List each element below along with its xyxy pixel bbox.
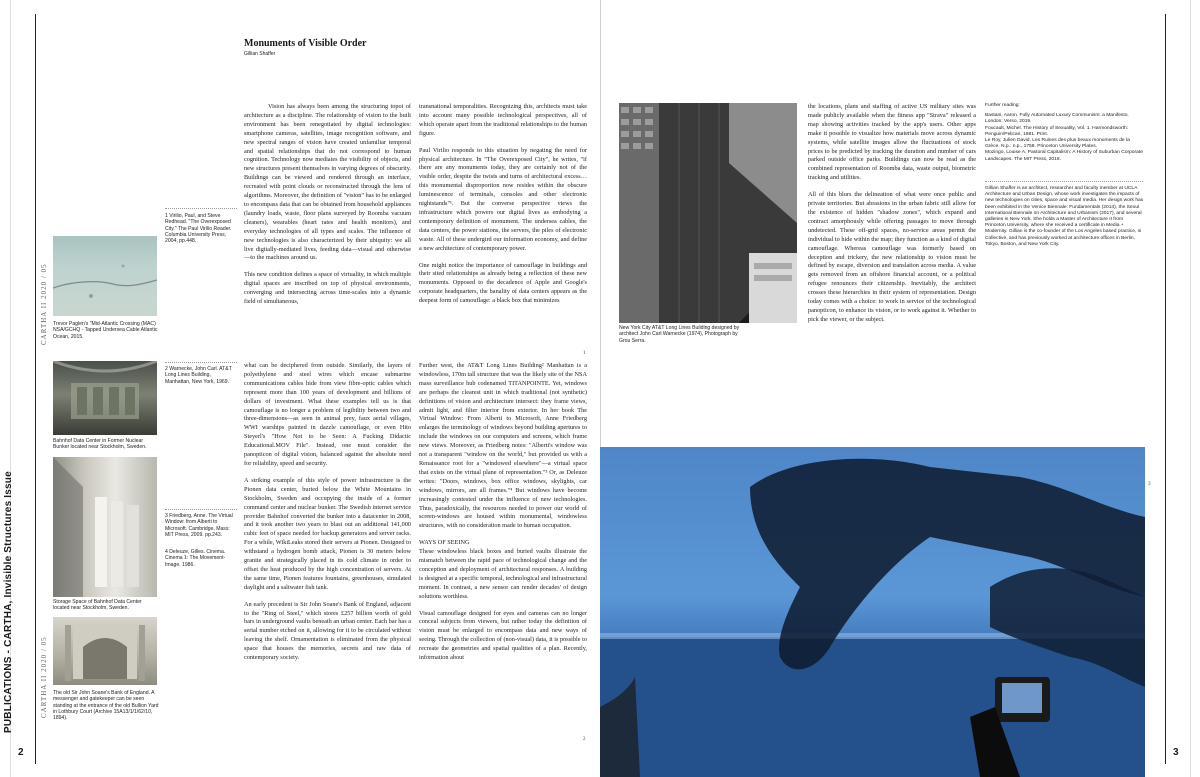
text-column-5 bbox=[808, 103, 976, 333]
text-column-2 bbox=[419, 103, 587, 314]
col5-paragraph-2: All of this blurs the delineation of what were once public and private territories. But abrasions in the urban fabric still allow for the existence of hidden "shadow zones", which expand and contract amorphously while offering passages to move through undetected. These off-grid spaces, no-service areas permit the individual to hide within the map; they function as a kind of digital camouflage. Whereas camouflage was formerly based on deception and trickery, the new relationship to vision must be defined by escape, diversion and translation across media. A value gets removed from an offshore financial account, or a political refugee renounces their citizenship. Inevitably, the architect crosses these hierarchies in their system of representation. Design today comes with a choice: to work in service of the technological panopticon, to enhance its vision, or to work against it. Whether to pick the viewer, or the subject. bbox=[808, 191, 976, 323]
further-reading-item: Mozingo, Louise A. Pastoral Capitalism: A History of Suburban Corporate Landscapes. The MIT Press, 2016. bbox=[985, 150, 1143, 162]
article-author: Gillian Shaffer bbox=[244, 51, 276, 57]
footnote-rule-2 bbox=[165, 362, 237, 363]
further-reading-heading: Further reading: bbox=[985, 103, 1020, 108]
col1-paragraph-2: This new condition defines a space of virtuality, in which multiple digital spaces are inscribed on top of physical environments, converging and intersecting across time-scales into a dynamic field of simultaneous, bbox=[244, 271, 411, 306]
footnote-1: 1 Virilio, Paul, and Steve Redhead. "The Overexposed City." The Paul Virilio Reader. Columbia University Press, 2004, pp.448. bbox=[165, 213, 232, 245]
col2-paragraph-1: transnational temporalities. Recognizing this, architects must take into account many possible technological perspectives, all of which operate apart from the traditional relationships to the human figure. bbox=[419, 103, 587, 137]
col5-paragraph-1: the locations, plans and staffing of active US military sites was made publicly available when the fitness app "Strava" released a map showing activities tracked by the app's users. Other apps make it possible to visualize how materials move across dynamic systems, while satellite images allow the fluctuations of stock prices to be predicted by tracking the duration and number of cars parked outside office parks. Buildings can now be read as the combined representation of Roomba data, waste output, biometric tracking and utilities. bbox=[808, 103, 976, 182]
att-long-lines-caption: New York City AT&T Long Lines Building designed by architect John Carl Warnecke (1974), Photograph by Grou Serra. bbox=[619, 325, 740, 344]
page-number-right: 3 bbox=[1173, 747, 1179, 758]
text-column-4 bbox=[419, 362, 587, 671]
bahnhof-storage-caption: Storage Space of Bahnhof Data Center located near Stockholm, Sweden. bbox=[53, 599, 142, 612]
col3-paragraph-1: what can be deciphered from outside. Similarly, the layers of polyethylene and steel wires which encase submarine communications cables hide from view fibre-optic cables which represent more than 100 years of development and billions of dollars of investment. What these examples tell us is that camouflage is no longer a problem of legibility between two and three-dimensions—as seen in animal prey, faux aerial villages, WWI warships painted in dazzle camouflage, or even Hito Steyerl's "How Not to be Seen: A Fucking Didactic Educational.MOV File". Instead, one must consider the panopticon of digital vision, balanced against the absolute need for reliability, speed and security. bbox=[244, 362, 411, 467]
col4-subheading: WAYS OF SEEING bbox=[419, 539, 470, 547]
further-reading-item: Le Roy, Julien David. Les Ruines des plus beaux monuments de la Grèce. N.p.: n.p., 1758. Princeton University Plates. bbox=[985, 138, 1130, 150]
footnote-rule-3 bbox=[165, 509, 237, 510]
text-column-1 bbox=[244, 103, 411, 315]
page-number-left: 2 bbox=[18, 747, 24, 758]
bahnhof-bunker-caption: Bahnhof Data Center in Former Nuclear Bunker located near Stockholm, Sweden. bbox=[53, 438, 147, 451]
footnote-4: 4 Deleuze, Gilles. Cinema. Cinema 1: The Movement-Image. 1986. bbox=[165, 549, 226, 568]
att-long-lines-photo bbox=[619, 103, 797, 323]
undersea-cable-photo bbox=[53, 236, 157, 316]
page-edge-right bbox=[1190, 0, 1191, 777]
further-reading-item: Foucault, Michel. The History of Sexuality, Vol. 1. Harmondsworth: Penguin/Pelican, 1981. Print. bbox=[985, 125, 1129, 137]
column-page-marker-1: 1 bbox=[583, 351, 586, 356]
sidebar-issue-bottom: CARTHA II 2020 / 05 bbox=[40, 636, 48, 718]
column-page-marker-2: 2 bbox=[583, 737, 586, 742]
bio-rule bbox=[985, 181, 1143, 182]
col4-paragraph-2: These windowless black boxes and buried vaults illustrate the mismatch between the rapid pace of technological change and the conception and deployment of architectural responses. A building is designed at a specific temporal, technological and infrastructural moment. In contrast, a new sensor can render decades' of design solutions worthless. bbox=[419, 548, 587, 600]
bank-of-england-caption: The old Sir John Soane's Bank of England. A messenger and gatekeeper can be seen standing at the entrance of the old Bullion Yard in Lothbury Court (Archive 15A13/1/1/62/10, 1894). bbox=[53, 690, 159, 722]
footnote-2: 2 Warnecke, John Carl. AT&T Long Lines Building, Manhattan, New York, 1969. bbox=[165, 366, 232, 385]
further-reading-item: Bastani, Aaron. Fully Automated Luxury Communism: a Manifesto. London: Verso, 2019. bbox=[985, 113, 1129, 125]
sidebar-rule-left bbox=[35, 14, 36, 764]
sidebar-title: PUBLICATIONS - CARTHA, Invisible Structures Issue bbox=[3, 471, 14, 733]
col2-paragraph-2: Paul Virilio responds to this situation by negating the need for physical architecture. In "The Overexposed City", he writes, "if there are any monuments today, they are certainly not of the visible order, despite the twists and turns of architectural excess… this monumental disproportion now resides within the obscure luminescence of terminals, consoles and other electronic nightstands"¹. But the converse perspective views the infrastructure which powers our digital lives as embodying a contemporary definition of monument. The undersea cables, the data centers, the power stations, the servers, the piles of electronic waste. All of these undergird our information economy, and define a new architecture of contemporary power. bbox=[419, 146, 587, 252]
col4-paragraph-1: Further west, the AT&T Long Lines Building² Manhattan is a windowless, 170m tall structure that was the likely site of the NSA mass surveillance hub codenamed TITANPOINTE. Yet, windows are perhaps the clearest unit in which traditional (not synthetic) definitions of vision and architecture intersect: they frame views, admit light, and filter interior from exterior. In her book The Virtual Window: From Alberti to Microsoft, Anne Friedberg enlarges the terminology of windows beyond building apertures to include the windows on our computers and screens, which frame new views. Moreover, as Friedberg notes: "Alberti's window was not a transparent "window on the world," but provided us with a Renaissance root for a "windowed elsewhere"—a virtual space that exists on the virtual plane of representation."³ Or, as Deleuze writes: "Doors, windows, box office windows, skylights, car windows, mirrors, are all frames."⁴ But windows have become increasingly contested under the influence of new technologies. Thus, paradoxically, the resources needed to power our world of screen-windows are housed within monumental, windowless structures, with no consideration made to human occupation. bbox=[419, 362, 587, 530]
bahnhof-storage-photo bbox=[53, 457, 157, 597]
column-page-marker-3: 3 bbox=[1148, 482, 1151, 487]
bank-of-england-photo bbox=[53, 617, 157, 685]
sidebar-rule-right bbox=[1165, 14, 1166, 764]
further-reading bbox=[985, 103, 1145, 163]
footnote-rule-1 bbox=[165, 208, 237, 209]
sidebar-issue-top: CARTHA II 2020 / 05 bbox=[40, 263, 48, 345]
article-title: Monuments of Visible Order bbox=[244, 38, 367, 49]
col3-paragraph-3: An early precedent is Sir John Soane's Bank of England, adjacent to the "Ring of Steel," which stores £257 billion worth of gold bars in underground vaults beneath an urban center. Each bar has a serial number etched on it, allowing for it to be circulated without leaving the shelf. Ornamentation is eliminated from the physical space that houses the memories, secrets and raw data of contemporary society. bbox=[244, 600, 411, 662]
col3-paragraph-2: A striking example of this style of power infrastructure is the Pionen data center, buried below the White Mountains in Stockholm, Sweden and occupying the inside of a former command center and nuclear bunker. The Swedish internet service provider Bahnhof converted the bunker into a datacenter in 2008, and it took another two years to blast out an additional 141,000 cubic feet of space needed for backup generators and server racks. For a while, WikiLeaks stored their servers at Pionen. Designed to withstand a hydrogen bomb attack, Pionen is 30 meters below granite and strategically placed in its cold climate in order to offset the heat produced by the high concentration of servers. At the same time, Pionen features fountains, greenhouses, simulated daylight and a saltwater fish tank. bbox=[244, 476, 411, 591]
bahnhof-bunker-photo bbox=[53, 361, 157, 435]
author-bio: Gillian Shaffer is an architect, researcher and faculty member at UCLA Architecture and Urban Design, whose work investigates the impacts of new technologies on cities, space and visual media. Her design work has been exhibited in the Venice Biennale: Fundamentals (2014), the Seoul International Biennale on Architecture and Urbanism (2017), and several galleries in New York. She holds a Master of Architecture II from Princeton University, where she received a certificate in Media + Modernity. Gillian is the co-founder of the Los Angeles based practice, si Collective, and has previously worked at architecture offices in Berlin, Tokyo, Boston, and New York City. bbox=[985, 186, 1144, 247]
col2-paragraph-3: One might notice the importance of camouflage in buildings and their sited relationships as already being a reflection of these new monuments. Opposed to the decadence of Apple and Google's corporate headquarters, the banality of data centers appears as the deepest form of camouflage: a black box that minimizes bbox=[419, 261, 587, 305]
col4-paragraph-3: Visual camouflage designed for eyes and cameras can no longer conceal subjects from viewers, but rather today the definition of vision must be enlarged to encompass data and new ways of seeing. Through the collection of (non-visual) data, it is possible to recreate the geometries and spatial qualities of a plan. Recently, information about bbox=[419, 609, 587, 662]
hands-framing-photo bbox=[600, 447, 1145, 777]
col1-paragraph-1: Vision has always been among the structuring topoi of architecture as a discipline. The relationship of vision to the built environment has been renegotiated by digital technologies: smartphone cameras, satellites, image recognition software, and new spectral ranges of vision have created unfamiliar temporal and spatial relationships that do not correspond to human cognition. Technology now mediates the visibility of objects, and new structures present themselves in varying degrees of obscurity. Buildings can be viewed and rendered through an interface, recreated with point clouds or reconstructed through the lens of algorithms. Moreover, the definition of "vision" has to be enlarged to encompass data that can be obtained from household appliances (laundry loads, waste, floor plans surveyed by Roomba vacuum cleaners), wearables (heart rates and health monitors), and everyday technologies of all types and scales. The influence of new technologies is also characterized by their ubiquity: we all live digitally-mediated lives, feeding data—visual and otherwise—to the machines around us. bbox=[244, 103, 411, 262]
text-column-3 bbox=[244, 362, 411, 671]
footnote-3: 3 Friedberg, Anne. The Virtual Window: from Alberti to Microsoft. Cambridge, Mass: MIT Press, 2009. pp.243. bbox=[165, 513, 233, 538]
undersea-cable-caption: Trevor Paglen's "Mid-Atlantic Crossing (MAC) NSA/GCHQ - Tapped Undersea Cable Atlantic Ocean, 2015. bbox=[53, 321, 158, 340]
